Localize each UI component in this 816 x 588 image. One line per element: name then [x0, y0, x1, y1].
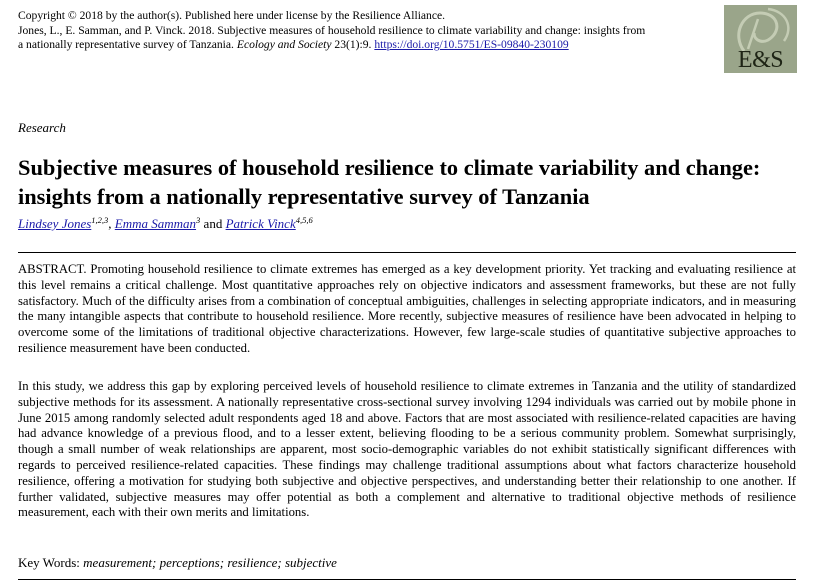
affiliation-marker: 4,5,6 [295, 215, 313, 225]
divider [18, 252, 796, 253]
divider [18, 579, 796, 580]
abstract-label: ABSTRACT. [18, 262, 87, 276]
citation-header [18, 9, 718, 53]
affiliation-marker: 3 [196, 215, 201, 225]
keywords-terms: measurement; perceptions; resilience; subjective [83, 555, 337, 570]
abstract-paragraph-1 [18, 262, 796, 357]
author-link[interactable]: Lindsey Jones [18, 216, 92, 231]
article-title: Subjective measures of household resilience to climate variability and change: insights from a nationally representative survey of Tanzania [18, 155, 761, 209]
citation-line: Jones, L., E. Samman, and P. Vinck. 2018. Subjective measures of household resilience to climate variability and change: insights from [18, 23, 646, 37]
author-list [18, 216, 313, 232]
doi-link[interactable]: https://doi.org/10.5751/ES-09840-230109 [374, 38, 569, 52]
abstract-text-1: Promoting household resilience to climate extremes has emerged as a key development priority. Yet tracking and evaluating resilience at this level remains a critical challenge. Most quantitative approaches rely on objective indicators and assessment frameworks, but these are not fully satisfactory. Much of the difficulty arises from a combination of conceptual ambiguities, challenges in selecting appropriate indicators, and in measuring the many intangible aspects that contribute to household resilience. More recently, subjective measures of resilience have been advocated in helping to overcome some of the limitations of traditional objective characterizations. However, few large-scale studies of quantitative subjective approaches to resilience measurement have been conducted. [18, 262, 796, 355]
author-separator: , [108, 216, 112, 231]
volume: 23(1):9. [334, 38, 372, 52]
author-and: and [203, 216, 223, 231]
logo-text: E&S [737, 47, 784, 73]
journal-name: Ecology and Society [236, 38, 332, 52]
citation-line-2 [18, 38, 718, 53]
section-label: Research [18, 120, 66, 135]
affiliation-marker: 1,2,3 [91, 215, 109, 225]
copyright-line: Copyright © 2018 by the author(s). Published here under license by the Resilience Alliance. [18, 9, 446, 22]
keywords [18, 555, 337, 571]
abstract-paragraph-2: In this study, we address this gap by exploring perceived levels of household resilience to climate extremes in Tanzania and the utility of standardized subjective methods for its assessment. A nationally representative cross-sectional survey involving 1294 individuals was carried out by mobile phone in June 2015 among randomly selected adult respondents aged 18 and above. Factors that are most associated with resilience-related capacities are having had advance knowledge of a previous flood, and to a lesser extent, believing flooding to be a serious community problem. Somewhat surprisingly, though a small number of weak relationships are apparent, most socio-demographic variables do not exhibit statistically significant differences with regards to perceived resilience-related capacities. These findings may challenge traditional assumptions about what factors characterize household resilience, offering a motivation for studying both subjective and objective perspectives, and understanding better their relationship to one another. If further validated, subjective measures may offer potential as both a complement and alternative to traditional objective methods of resilience measurement, each with their own merits and limitations. [18, 379, 796, 520]
author-link[interactable]: Emma Samman [114, 216, 197, 231]
author-link[interactable]: Patrick Vinck [225, 216, 296, 231]
journal-logo [724, 5, 797, 73]
citation-cont: a nationally representative survey of Tanzania. [18, 38, 234, 52]
keywords-label: Key Words: [18, 555, 80, 570]
